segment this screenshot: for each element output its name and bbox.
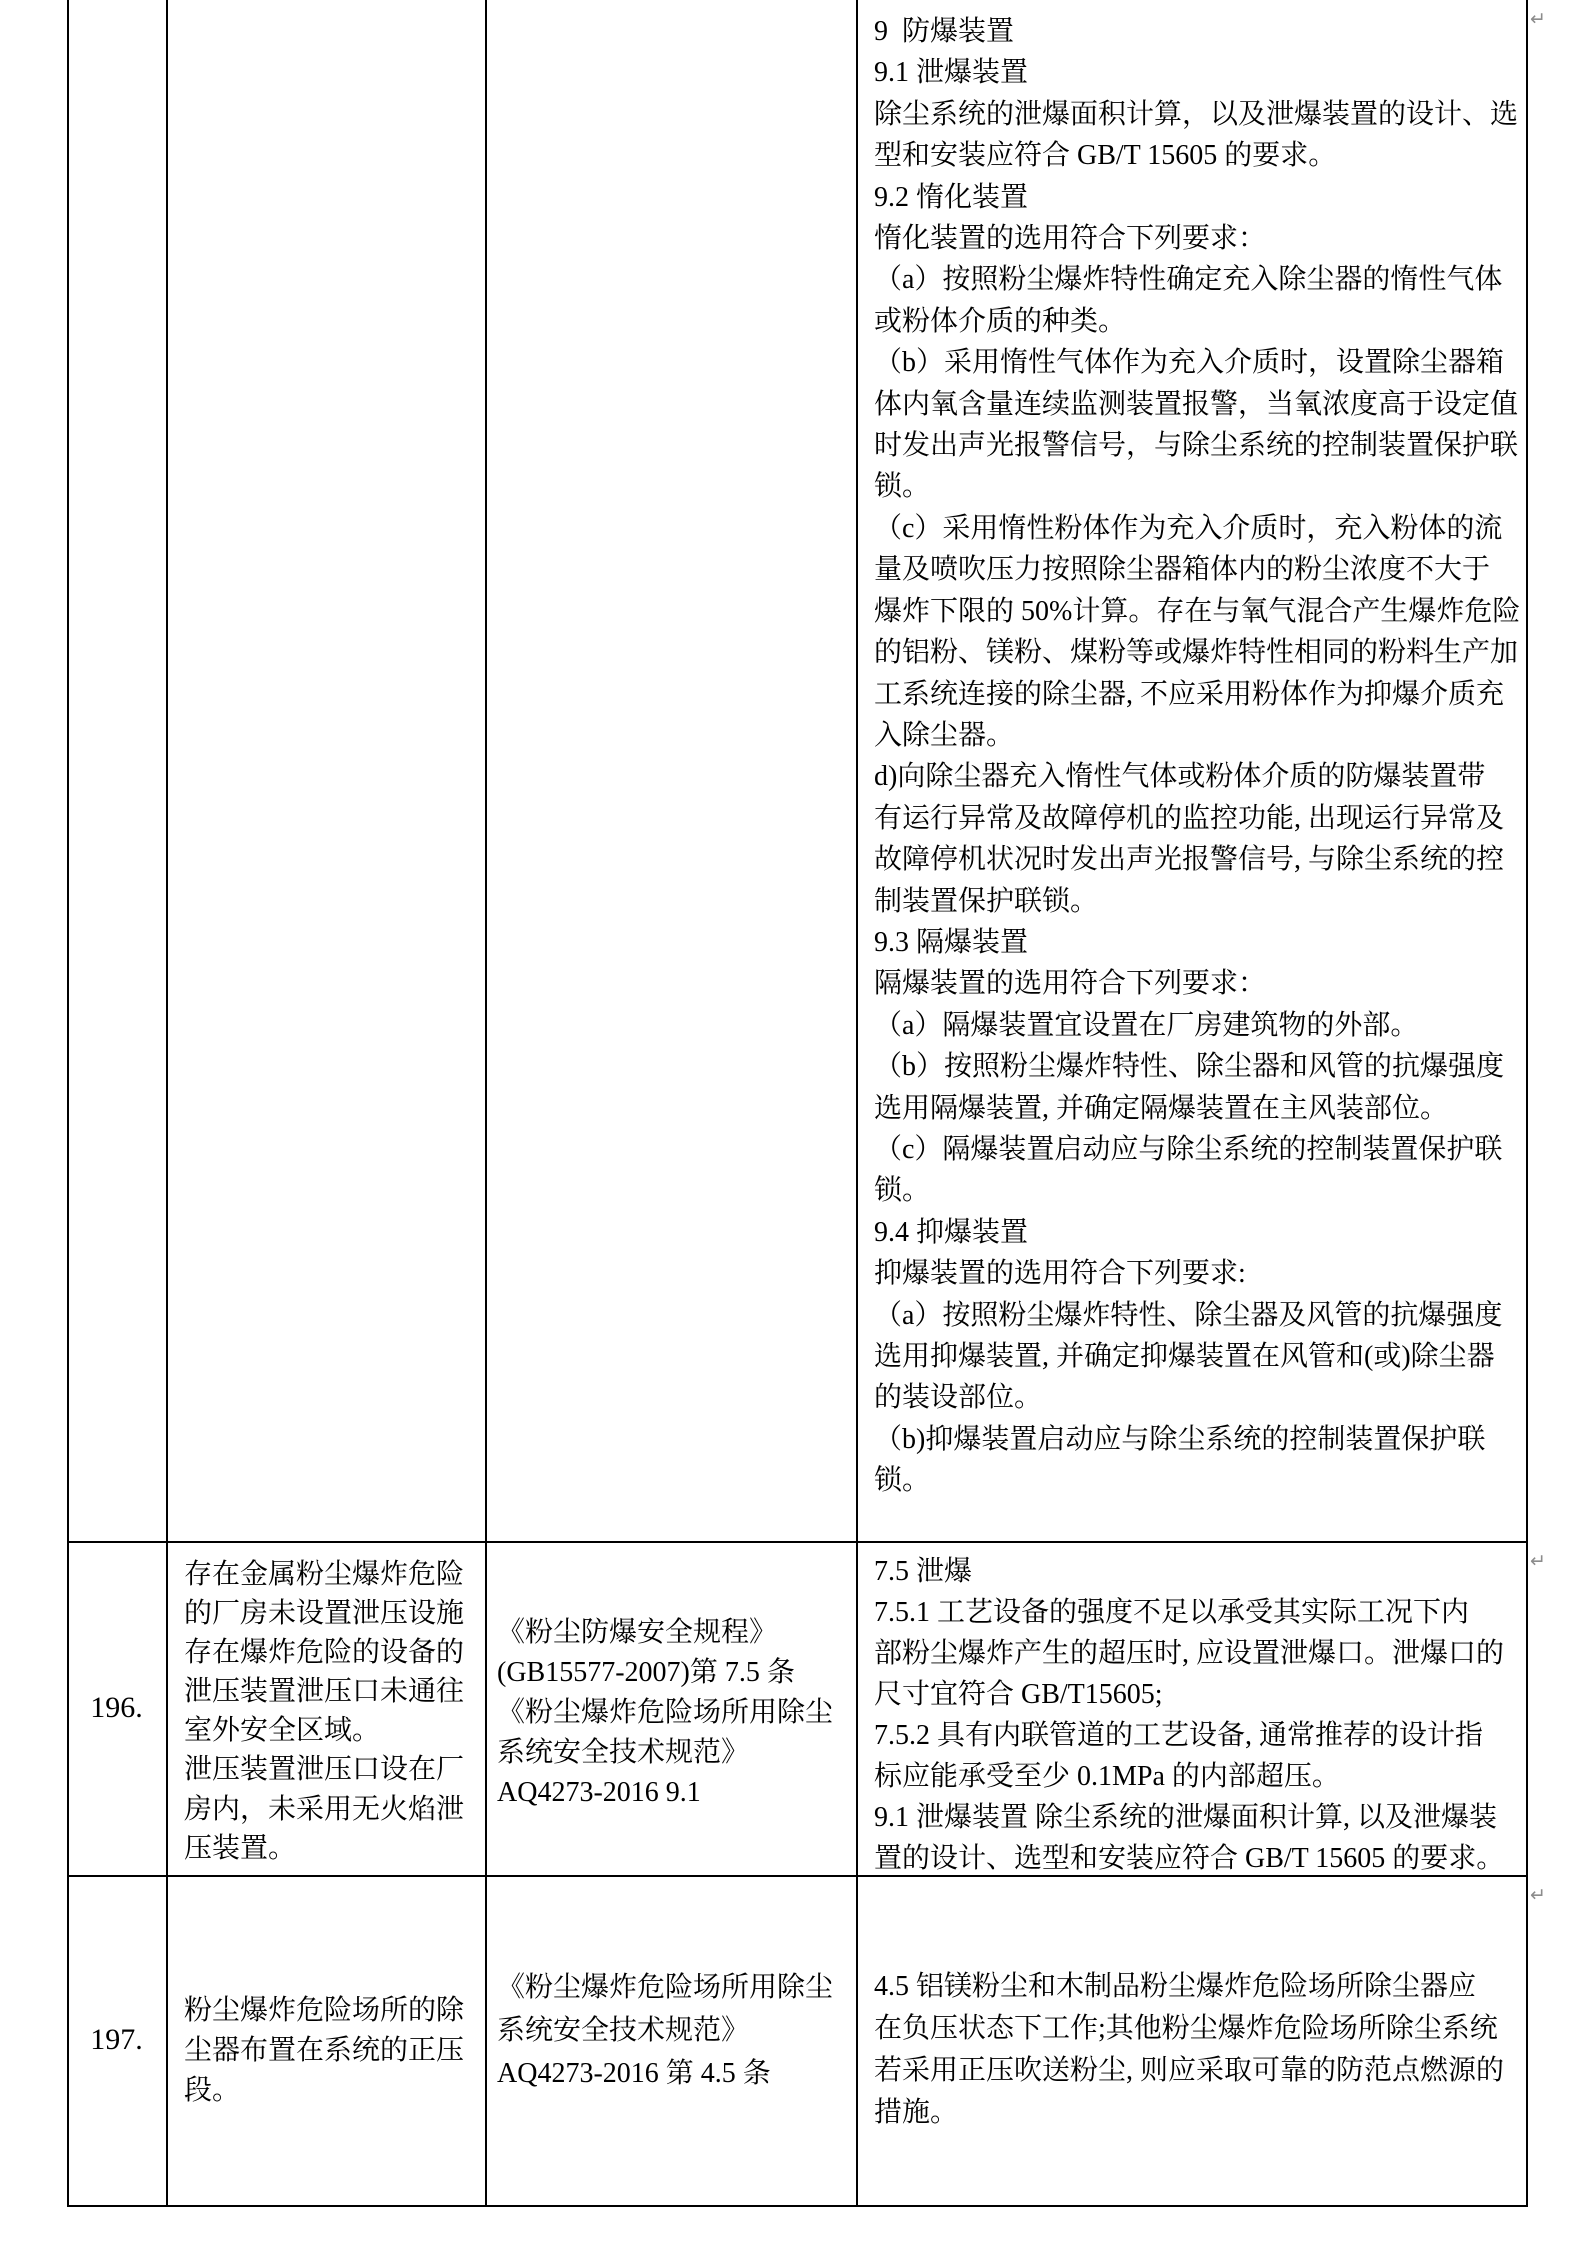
text-line: （a）隔爆装置宜设置在厂房建筑物的外部。 <box>874 1009 1419 1041</box>
text-line: 压装置。 <box>184 1832 297 1864</box>
text-line: 部粉尘爆炸产生的超压时, 应设置泄爆口。泄爆口的 <box>874 1638 1505 1669</box>
row-196-requirement-text <box>874 1551 1504 1879</box>
row-197-description <box>184 1991 464 2111</box>
text-line: 4.5 铝镁粉尘和木制品粉尘爆炸危险场所除尘器应 <box>874 1971 1477 2002</box>
text-line: 9.4 抑爆装置 <box>874 1216 1029 1248</box>
text-line: （c）隔爆装置启动应与除尘系统的控制装置保护联 <box>874 1133 1503 1165</box>
text-line: （a）按照粉尘爆炸特性确定充入除尘器的惰性气体 <box>874 264 1503 296</box>
text-line: 锁。 <box>874 1175 931 1207</box>
row-197-requirement-text <box>874 1966 1504 2134</box>
text-line: 9.2 惰化装置 <box>874 181 1029 213</box>
text-line: 在负压状态下工作;其他粉尘爆炸危险场所除尘系统 <box>874 2013 1498 2044</box>
line-break-mark-icon: ↵ <box>1530 1884 1546 1906</box>
text-line: 措施。 <box>874 2097 959 2128</box>
row-196-references <box>497 1613 833 1813</box>
text-line: 选用隔爆装置, 并确定隔爆装置在主风装部位。 <box>874 1092 1449 1124</box>
text-line: 锁。 <box>874 1465 931 1497</box>
row-continuation-requirement-text <box>874 11 1520 1502</box>
text-line: AQ4273-2016 第 4.5 条 <box>497 2058 771 2089</box>
text-line: （b）按照粉尘爆炸特性、除尘器和风管的抗爆强度 <box>874 1051 1505 1083</box>
text-line: AQ4273-2016 9.1 <box>497 1777 701 1808</box>
text-line: 存在爆炸危险的设备的 <box>184 1637 465 1669</box>
text-line: 系统安全技术规范》 <box>497 2015 750 2046</box>
text-line: 的铝粉、镁粉、煤粉等或爆炸特性相同的粉料生产加 <box>874 637 1519 669</box>
text-line: 室外安全区域。 <box>184 1715 381 1747</box>
text-line: 7.5 泄爆 <box>874 1556 973 1587</box>
text-line: (GB15577-2007)第 7.5 条 <box>497 1657 795 1688</box>
row-197-number: 197. <box>90 2023 143 2056</box>
text-line: 房内，未采用无火焰泄 <box>184 1793 465 1825</box>
text-line: 的装设部位。 <box>874 1382 1043 1414</box>
text-line: （b)抑爆装置启动应与除尘系统的控制装置保护联 <box>874 1423 1486 1455</box>
text-line: 尘器布置在系统的正压 <box>184 2035 465 2066</box>
row-197-references <box>497 1966 833 2095</box>
text-line: 选用抑爆装置, 并确定抑爆装置在风管和(或)除尘器 <box>874 1341 1495 1372</box>
text-line: 除尘系统的泄爆面积计算，以及泄爆装置的设计、选 <box>874 98 1519 130</box>
text-line: 泄压装置泄压口设在厂 <box>184 1754 465 1786</box>
text-line: 工系统连接的除尘器, 不应采用粉体作为抑爆介质充 <box>874 678 1505 710</box>
text-line: 置的设计、选型和安装应符合 GB/T 15605 的要求。 <box>874 1843 1505 1874</box>
text-line: 或粉体介质的种类。 <box>874 305 1127 337</box>
text-line: 9.3 隔爆装置 <box>874 926 1029 958</box>
text-line: 制装置保护联锁。 <box>874 885 1099 917</box>
text-line: （b）采用惰性气体作为充入介质时，设置除尘器箱 <box>874 347 1505 379</box>
text-line: 存在金属粉尘爆炸危险 <box>184 1559 465 1590</box>
text-line: 《粉尘爆炸危险场所用除尘 <box>497 1697 834 1728</box>
text-line: 标应能承受至少 0.1MPa 的内部超压。 <box>874 1761 1340 1792</box>
text-line: 时发出声光报警信号，与除尘系统的控制装置保护联 <box>874 430 1519 462</box>
text-line: （c）采用惰性粉体作为充入介质时，充入粉体的流 <box>874 512 1503 544</box>
text-line: （a）按照粉尘爆炸特性、除尘器及风管的抗爆强度 <box>874 1299 1503 1331</box>
table-border-bottom <box>67 2205 1528 2207</box>
table-row-divider-top <box>67 1541 1528 1543</box>
text-line: 尺寸宜符合 GB/T15605; <box>874 1679 1163 1710</box>
text-line: 若采用正压吹送粉尘, 则应采取可靠的防范点燃源的 <box>874 2055 1505 2086</box>
text-line: 型和安装应符合 GB/T 15605 的要求。 <box>874 140 1337 172</box>
text-line: 有运行异常及故障停机的监控功能, 出现运行异常及 <box>874 802 1505 834</box>
text-line: 量及喷吹压力按照除尘器箱体内的粉尘浓度不大于 <box>874 554 1491 586</box>
text-line: 入除尘器。 <box>874 719 1015 751</box>
text-line: 7.5.2 具有内联管道的工艺设备, 通常推荐的设计指 <box>874 1720 1484 1751</box>
text-line: 粉尘爆炸危险场所的除 <box>184 1995 465 2026</box>
text-line: 的厂房未设置泄压设施 <box>184 1598 465 1630</box>
text-line: 《粉尘爆炸危险场所用除尘 <box>497 1972 834 2003</box>
text-line: 系统安全技术规范》 <box>497 1737 750 1768</box>
line-break-mark-icon: ↵ <box>1530 8 1546 30</box>
text-line: 泄压装置泄压口未通往 <box>184 1676 465 1708</box>
text-line: 9.1 泄爆装置 除尘系统的泄爆面积计算, 以及泄爆装 <box>874 1802 1498 1833</box>
text-line: 9 防爆装置 <box>874 16 1015 47</box>
text-line: d)向除尘器充入惰性气体或粉体介质的防爆装置带 <box>874 761 1486 793</box>
text-line: 隔爆装置的选用符合下列要求： <box>874 968 1267 1000</box>
text-line: 抑爆装置的选用符合下列要求: <box>874 1258 1246 1290</box>
line-break-mark-icon: ↵ <box>1530 1550 1546 1572</box>
text-line: 7.5.1 工艺设备的强度不足以承受其实际工况下内 <box>874 1597 1470 1628</box>
text-line: 段。 <box>184 2075 241 2106</box>
text-line: 9.1 泄爆装置 <box>874 57 1029 89</box>
text-line: 故障停机状况时发出声光报警信号, 与除尘系统的控 <box>874 844 1505 876</box>
row-196-number: 196. <box>90 1691 143 1724</box>
text-line: 爆炸下限的 50%计算。存在与氧气混合产生爆炸危险 <box>874 595 1521 627</box>
text-line: 体内氧含量连续监测装置报警，当氧浓度高于设定值 <box>874 388 1519 420</box>
text-line: 锁。 <box>874 471 931 503</box>
text-line: 惰化装置的选用符合下列要求： <box>874 223 1267 255</box>
text-line: 《粉尘防爆安全规程》 <box>497 1617 778 1648</box>
row-196-description <box>184 1555 464 1868</box>
